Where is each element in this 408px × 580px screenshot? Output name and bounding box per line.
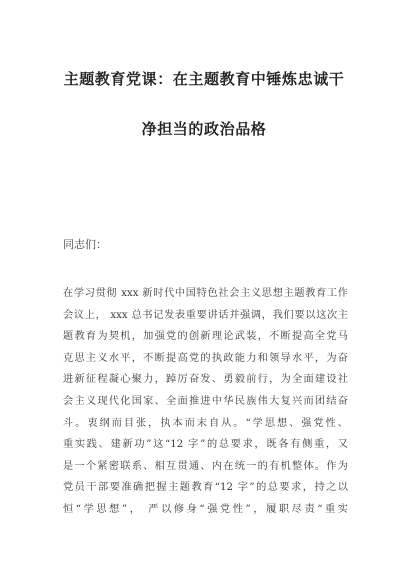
document-title-line-1: 主题教育党课：在主题教育中锤炼忠诚干 (63, 70, 345, 88)
body-text (63, 283, 348, 521)
body-line: 党员干部要准确把握主题教育“12 字”的总要求，持之以 (63, 482, 348, 494)
body-line: 斗。衷纲而目张，执本而末自从。“学思想、强党性、 (63, 417, 348, 429)
salutation: 同志们： (63, 238, 107, 251)
body-line: 会议上， xxx 总书记发表重要讲话并强调，我们要以这次主 (63, 309, 348, 321)
body-line: 在学习贯彻 xxx 新时代中国特色社会主义思想主题教育工作 (63, 288, 348, 299)
body-line: 会主义现代化国家、全面推进中华民族伟大复兴而团结奋 (63, 395, 348, 407)
body-line: 恒“学思想”， 严以修身“强党性”，履职尽责“重实 (63, 503, 348, 515)
body-line: 进新征程凝心聚力，踔厉奋发、勇毅前行，为全面建设社 (63, 374, 348, 386)
body-line: 克思主义水平，不断提高党的执政能力和领导水平，为奋 (63, 352, 348, 364)
body-line: 重实践、建新功”这“12 字”的总要求，既各有侧重，又 (63, 439, 348, 451)
document-title-line-2: 净担当的政治品格 (141, 120, 267, 138)
body-line: 题教育为契机，加强党的创新理论武装，不断提高全党马 (63, 331, 348, 343)
body-line: 是一个紧密联系、相互贯通、内在统一的有机整体。作为 (63, 460, 348, 472)
